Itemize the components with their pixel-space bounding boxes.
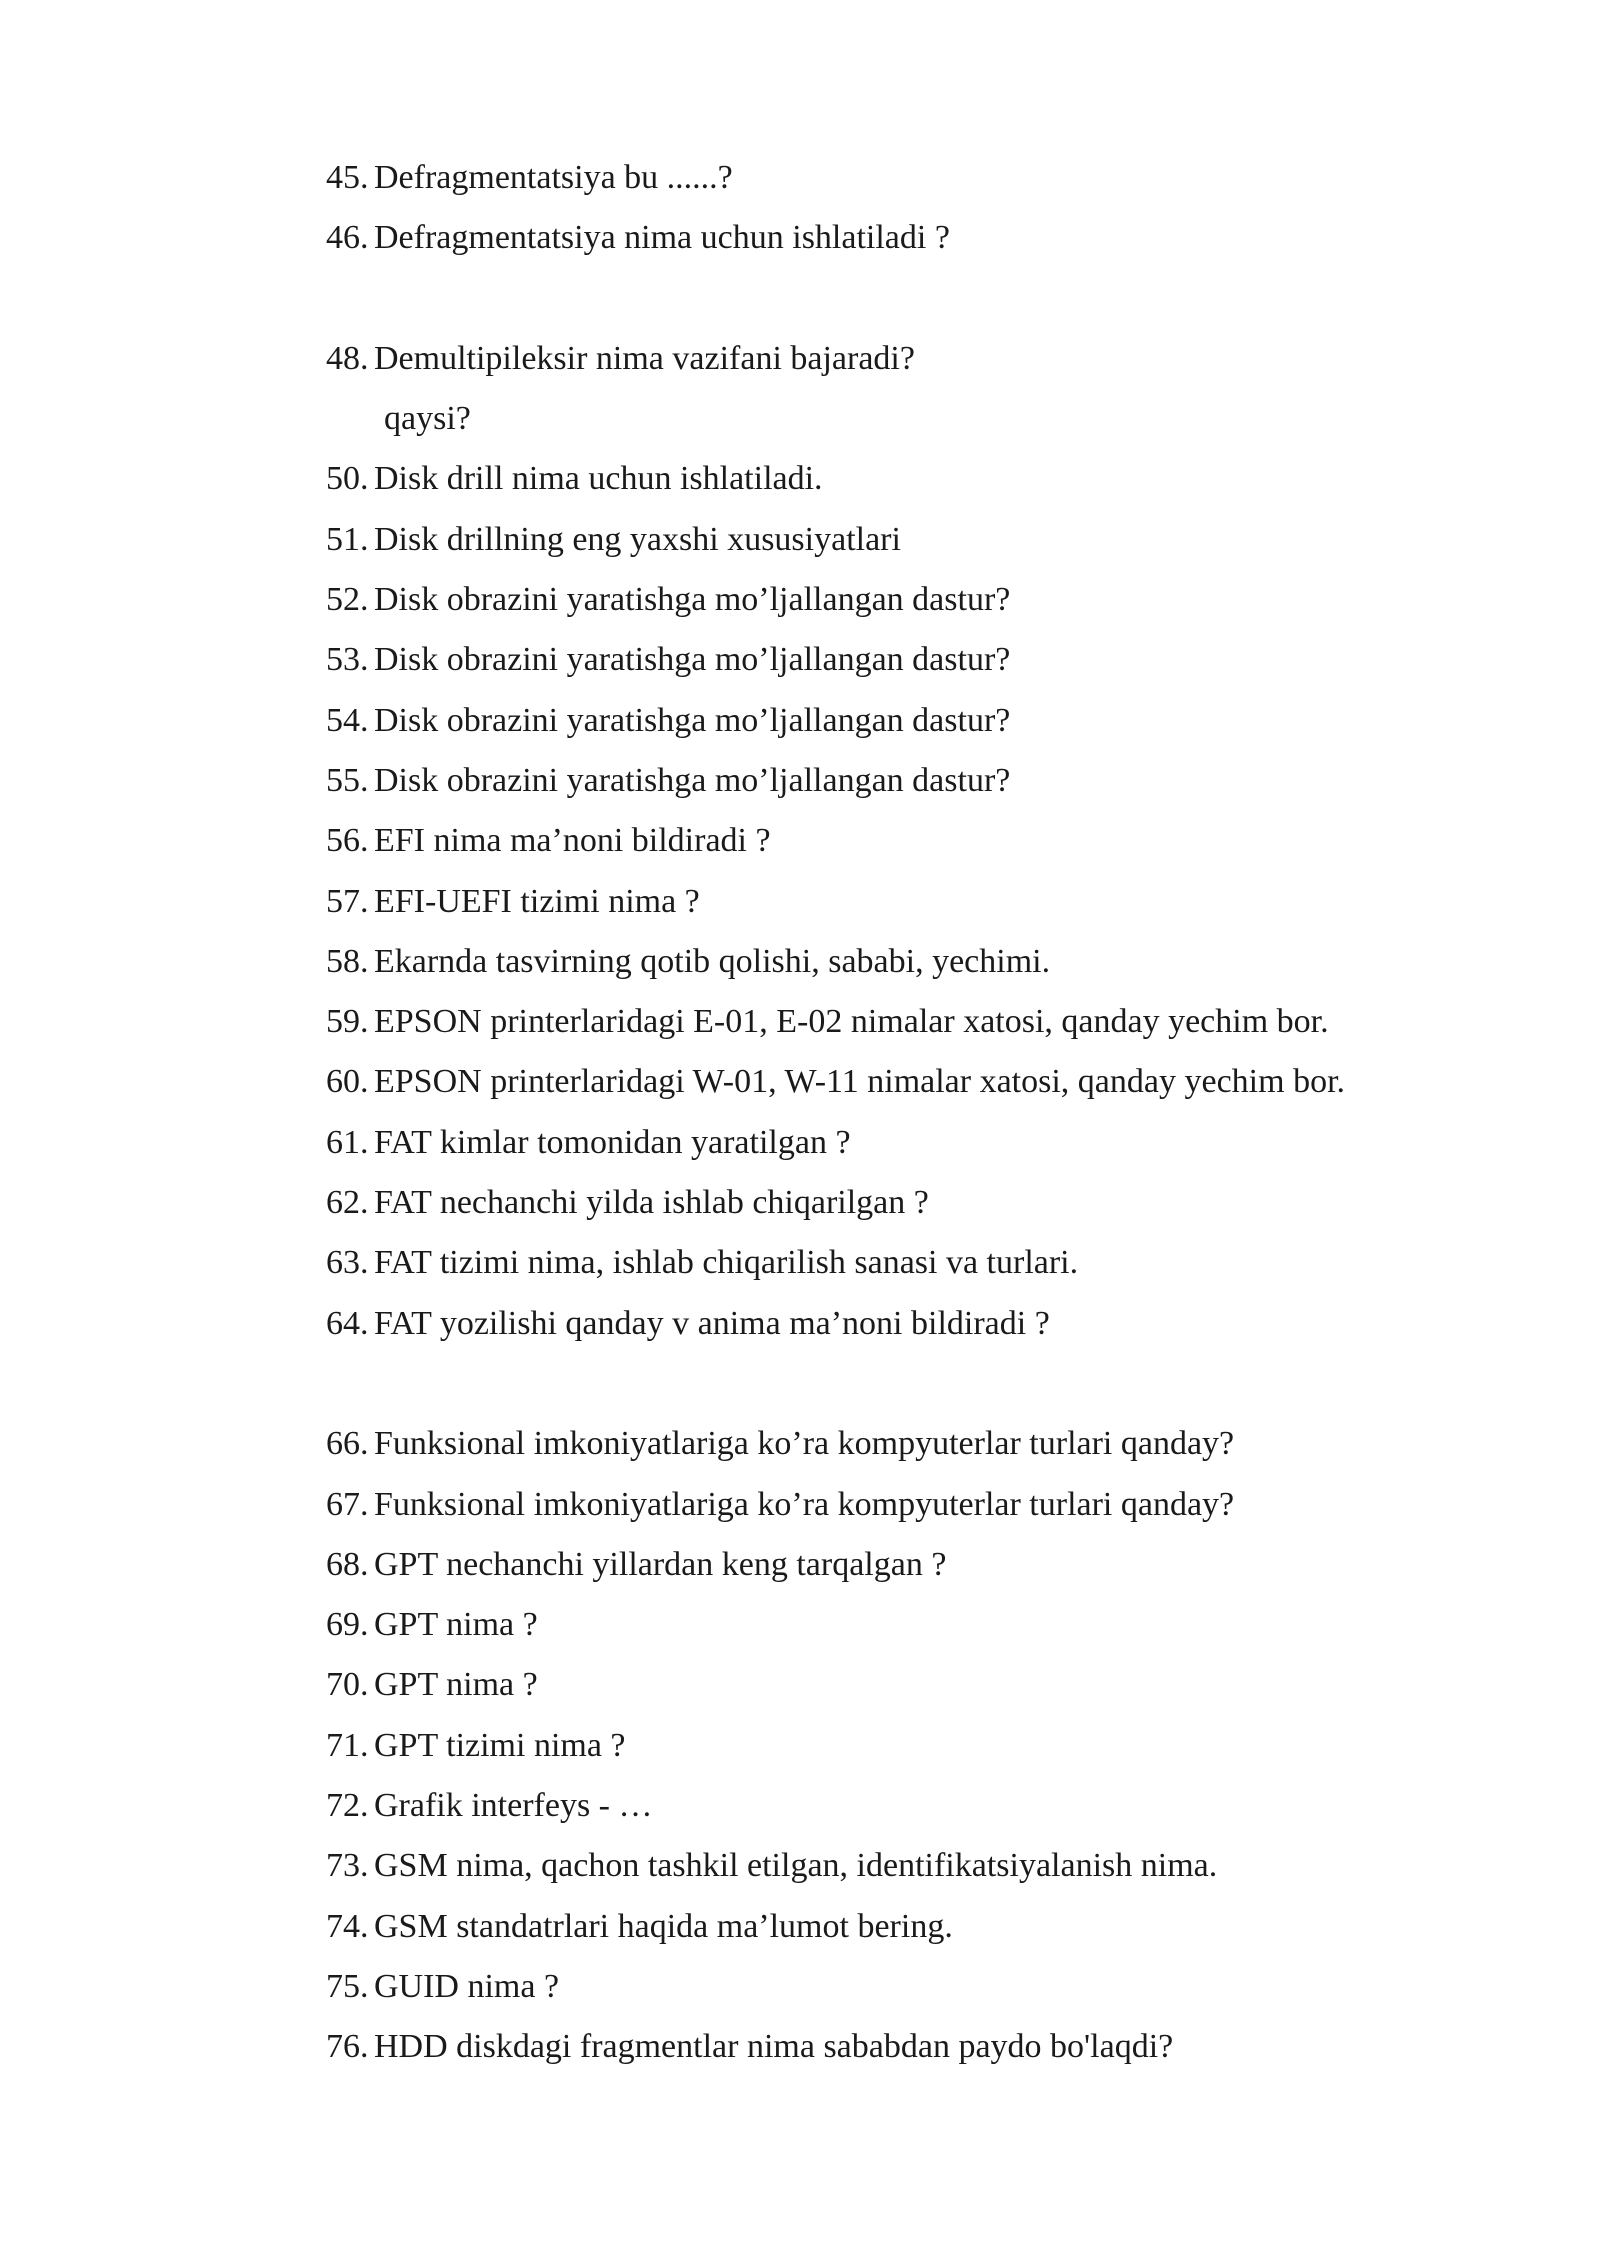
- item-number: 58.: [326, 942, 369, 980]
- item-number: 73.: [326, 1847, 369, 1885]
- list-item: [326, 1535, 1486, 1595]
- item-number: 61.: [326, 1123, 369, 1161]
- item-number: 66.: [326, 1425, 369, 1463]
- blank-line: [326, 269, 1486, 329]
- item-text: FAT nechanchi yilda ishlab chiqarilgan ?: [374, 1184, 929, 1222]
- list-item: [326, 1776, 1486, 1836]
- item-text: Disk drill nima uchun ishlatiladi.: [374, 460, 823, 498]
- list-item: [326, 208, 1486, 268]
- list-item: [326, 1173, 1486, 1233]
- item-text: GSM standatrlari haqida ma’lumot bering.: [374, 1907, 953, 1945]
- item-number: 62.: [326, 1184, 369, 1222]
- item-number: 60.: [326, 1063, 369, 1101]
- item-number: 75.: [326, 1967, 369, 2005]
- list-item: [326, 510, 1486, 570]
- list-item: [326, 992, 1486, 1052]
- list-item: [326, 1113, 1486, 1173]
- list-item: [326, 1475, 1486, 1535]
- list-item: [326, 2017, 1486, 2077]
- item-text: Grafik interfeys - …: [374, 1787, 653, 1825]
- list-item: [326, 1716, 1486, 1776]
- item-text: FAT kimlar tomonidan yaratilgan ?: [374, 1123, 851, 1161]
- list-item: [326, 1595, 1486, 1655]
- list-item: [326, 932, 1486, 992]
- list-item: [326, 751, 1486, 811]
- item-number: 46.: [326, 219, 369, 257]
- item-text: HDD diskdagi fragmentlar nima sababdan paydo bo'laqdi?: [374, 2028, 1174, 2066]
- item-number: 69.: [326, 1606, 369, 1644]
- item-text: GPT nechanchi yillardan keng tarqalgan ?: [374, 1545, 947, 1583]
- item-number: 76.: [326, 2028, 369, 2066]
- item-text: FAT tizimi nima, ishlab chiqarilish sanasi va turlari.: [374, 1244, 1079, 1282]
- item-number: 71.: [326, 1726, 369, 1764]
- item-number: 57.: [326, 882, 369, 920]
- list-item: [326, 1836, 1486, 1896]
- item-text: Ekarnda tasvirning qotib qolishi, sababi, yechimi.: [374, 942, 1051, 980]
- list-item: [326, 1052, 1486, 1112]
- item-text: EPSON printerlaridagi W-01, W-11 nimalar xatosi, qanday yechim bor.: [374, 1063, 1346, 1101]
- list-item: [326, 449, 1486, 509]
- item-number: 51.: [326, 520, 369, 558]
- item-text: FAT yozilishi qanday v anima ma’noni bildiradi ?: [374, 1304, 1050, 1342]
- list-item: [326, 1233, 1486, 1293]
- item-number: 54.: [326, 701, 369, 739]
- item-number: 74.: [326, 1907, 369, 1945]
- list-item: [326, 691, 1486, 751]
- item-text: Disk obrazini yaratishga mo’ljallangan dastur?: [374, 581, 1011, 619]
- item-text: Disk obrazini yaratishga mo’ljallangan dastur?: [374, 701, 1011, 739]
- list-item: [326, 1897, 1486, 1957]
- item-number: 53.: [326, 641, 369, 679]
- item-number: 45.: [326, 159, 369, 196]
- item-text: GPT nima ?: [374, 1666, 538, 1704]
- item-number: 68.: [326, 1545, 369, 1583]
- item-text: Disk obrazini yaratishga mo’ljallangan dastur?: [374, 641, 1011, 679]
- item-number: 63.: [326, 1244, 369, 1282]
- list-item: [326, 570, 1486, 630]
- item-number: 59.: [326, 1003, 369, 1041]
- item-text: GPT nima ?: [374, 1606, 538, 1644]
- item-text: Funksional imkoniyatlariga ko’ra kompyuterlar turlari qanday?: [374, 1425, 1235, 1463]
- item-text: Funksional imkoniyatlariga ko’ra kompyuterlar turlari qanday?: [374, 1485, 1235, 1523]
- item-text: GUID nima ?: [374, 1967, 560, 2005]
- item-text: Defragmentatsiya nima uchun ishlatiladi ?: [374, 219, 950, 257]
- list-item: [326, 872, 1486, 932]
- item-text: Disk obrazini yaratishga mo’ljallangan dastur?: [374, 761, 1011, 799]
- list-item-continuation: [326, 389, 1486, 449]
- item-text: Disk drillning eng yaxshi xususiyatlari: [374, 520, 901, 558]
- item-text: EFI-UEFI tizimi nima ?: [374, 882, 700, 920]
- item-number: 70.: [326, 1666, 369, 1704]
- item-text: GPT tizimi nima ?: [374, 1726, 626, 1764]
- list-item: [326, 1957, 1486, 2017]
- question-list: [326, 148, 1486, 2078]
- item-number: 67.: [326, 1485, 369, 1523]
- item-text: Defragmentatsiya bu ......?: [374, 159, 733, 196]
- item-number: 52.: [326, 581, 369, 619]
- continuation-text: qaysi?: [384, 400, 471, 438]
- item-number: 56.: [326, 822, 369, 860]
- item-text: EPSON printerlaridagi E-01, E-02 nimalar xatosi, qanday yechim bor.: [374, 1003, 1329, 1041]
- list-item: [326, 1414, 1486, 1474]
- item-number: 72.: [326, 1787, 369, 1825]
- list-item: [326, 148, 1486, 208]
- list-item: [326, 1294, 1486, 1354]
- list-item: [326, 630, 1486, 690]
- item-number: 50.: [326, 460, 369, 498]
- list-item: [326, 811, 1486, 871]
- item-text: EFI nima ma’noni bildiradi ?: [374, 822, 771, 860]
- list-item: [326, 329, 1486, 389]
- item-text: GSM nima, qachon tashkil etilgan, identifikatsiyalanish nima.: [374, 1847, 1218, 1885]
- item-number: 48.: [326, 339, 369, 377]
- blank-line: [326, 1354, 1486, 1414]
- item-number: 64.: [326, 1304, 369, 1342]
- item-number: 55.: [326, 761, 369, 799]
- item-text: Demultipileksir nima vazifani bajaradi?: [374, 339, 915, 377]
- list-item: [326, 1655, 1486, 1715]
